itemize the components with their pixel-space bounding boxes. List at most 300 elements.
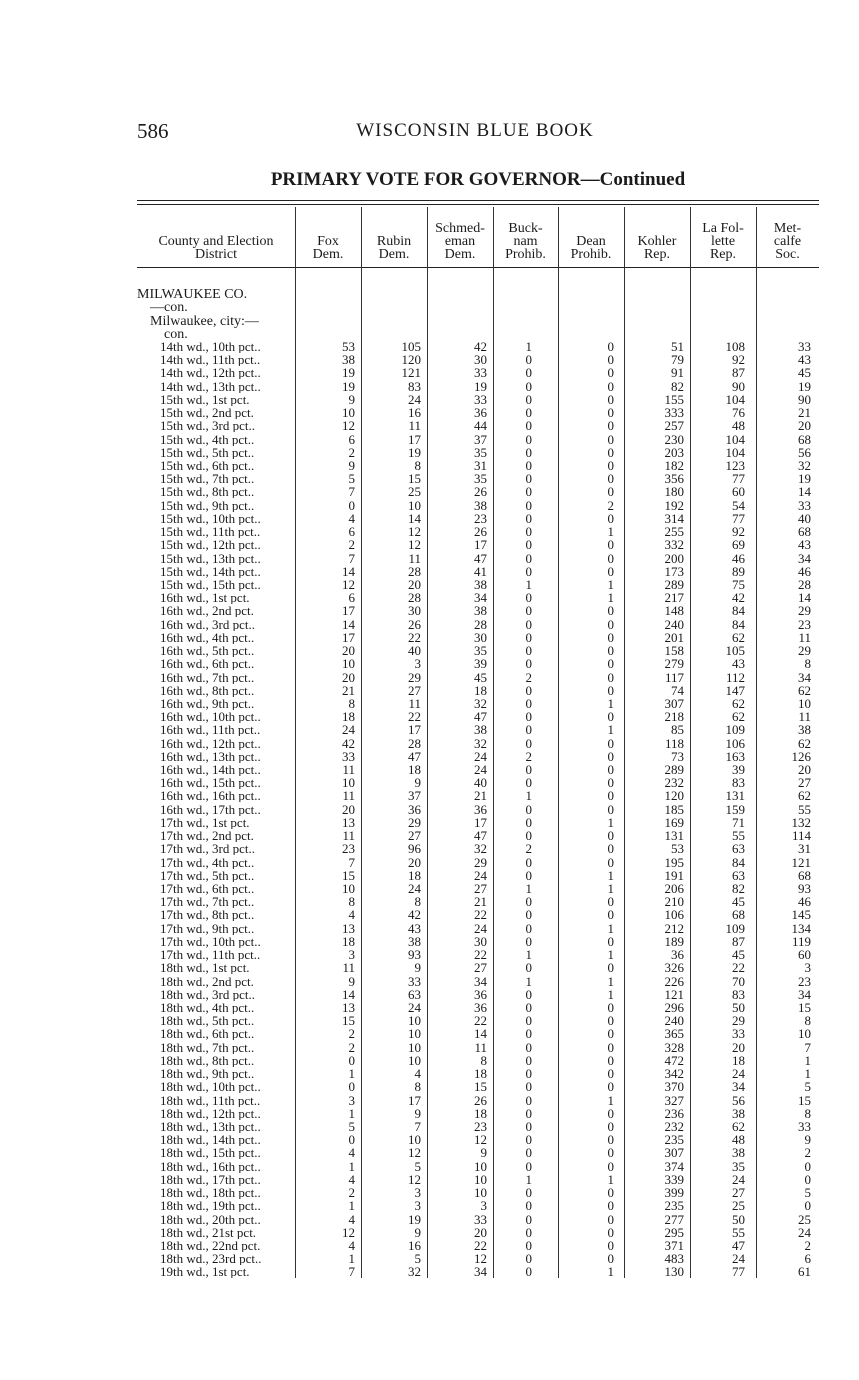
kohler-votes: 371 [664, 1237, 684, 1253]
table-row [0, 1041, 859, 1054]
top-rule-inner [137, 204, 819, 205]
metcalfe-votes: 15 [798, 1000, 811, 1015]
schmedeman-votes: 34 [474, 1264, 487, 1280]
fox-votes: 13 [342, 1000, 355, 1015]
lafollette-votes: 84 [732, 603, 745, 619]
bucknam-votes: 0 [525, 775, 532, 791]
fox-votes: 10 [342, 881, 355, 897]
bucknam-votes: 0 [525, 814, 532, 830]
kohler-votes: 36 [671, 947, 684, 963]
rubin-votes: 3 [414, 1185, 421, 1201]
district-label: 17th wd., 11th pct.. [160, 948, 261, 962]
kohler-votes: 399 [664, 1185, 684, 1201]
bucknam-votes: 0 [525, 1079, 532, 1095]
dean-votes: 0 [607, 801, 614, 817]
table-row [0, 578, 859, 591]
district-label: 18th wd., 14th pct.. [160, 1133, 261, 1147]
district-label: 19th wd., 1st pct. [160, 1265, 250, 1279]
dean-votes: 0 [607, 1066, 614, 1082]
table-row [0, 591, 859, 604]
table-row [0, 485, 859, 498]
bucknam-votes: 0 [525, 563, 532, 579]
dean-votes: 0 [607, 933, 614, 949]
fox-votes: 6 [348, 590, 355, 606]
district-label: 18th wd., 21st pct. [160, 1225, 257, 1239]
metcalfe-votes: 119 [791, 933, 811, 949]
table-title: PRIMARY VOTE FOR GOVERNOR—Continued [270, 169, 686, 190]
metcalfe-votes: 46 [798, 563, 811, 579]
schmedeman-votes: 12 [474, 1132, 487, 1148]
metcalfe-votes: 24 [798, 1224, 811, 1240]
kohler-votes: 240 [664, 1013, 684, 1029]
metcalfe-votes: 68 [798, 524, 811, 540]
fox-votes: 53 [342, 339, 355, 354]
district-label: 16th wd., 2nd pct. [160, 604, 254, 618]
table-row [0, 763, 859, 776]
lafollette-votes: 54 [732, 497, 745, 513]
schmedeman-votes: 18 [474, 1066, 487, 1082]
kohler-votes: 230 [664, 431, 684, 447]
rubin-votes: 12 [408, 524, 421, 540]
kohler-votes: 328 [664, 1039, 684, 1055]
dean-votes: 0 [607, 788, 614, 804]
lafollette-votes: 83 [732, 775, 745, 791]
table-row [0, 340, 859, 353]
schmedeman-votes: 38 [474, 603, 487, 619]
fox-votes: 3 [348, 1092, 355, 1108]
schmedeman-votes: 44 [474, 418, 487, 434]
metcalfe-votes: 145 [791, 907, 811, 923]
rubin-votes: 10 [408, 497, 421, 513]
kohler-votes: 235 [664, 1132, 684, 1148]
lafollette-votes: 82 [732, 881, 745, 897]
kohler-votes: 118 [664, 735, 684, 751]
district-label: 18th wd., 23rd pct.. [160, 1252, 262, 1266]
rubin-votes: 9 [414, 1105, 421, 1121]
lafollette-votes: 75 [732, 576, 745, 592]
bucknam-votes: 0 [525, 1211, 532, 1227]
schmedeman-votes: 36 [474, 801, 487, 817]
schmedeman-votes: 34 [474, 973, 487, 989]
fox-votes: 9 [348, 457, 355, 473]
district-label: 14th wd., 13th pct.. [160, 379, 261, 393]
bucknam-votes: 0 [525, 722, 532, 738]
rubin-votes: 24 [408, 881, 421, 897]
schmedeman-votes: 32 [474, 841, 487, 857]
fox-votes: 10 [342, 656, 355, 672]
rubin-votes: 121 [401, 365, 421, 381]
bucknam-votes: 1 [525, 576, 532, 592]
metcalfe-votes: 5 [804, 1185, 811, 1201]
bucknam-votes: 0 [525, 643, 532, 659]
fox-votes: 1 [348, 1198, 355, 1214]
fox-votes: 11 [342, 960, 355, 976]
metcalfe-votes: 19 [798, 378, 811, 394]
fox-votes: 0 [348, 1052, 355, 1068]
lafollette-votes: 108 [725, 339, 745, 354]
dean-votes: 1 [607, 695, 614, 711]
schmedeman-votes: 30 [474, 352, 487, 368]
lafollette-votes: 20 [732, 1039, 745, 1055]
fox-votes: 7 [348, 1264, 355, 1280]
table-row [0, 1226, 859, 1239]
fox-votes: 11 [342, 762, 355, 778]
dean-votes: 0 [607, 378, 614, 394]
district-label: 18th wd., 1st pct. [160, 961, 250, 975]
rubin-votes: 7 [414, 1118, 421, 1134]
rubin-votes: 11 [408, 418, 421, 434]
metcalfe-votes: 121 [791, 854, 811, 870]
dean-votes: 0 [607, 907, 614, 923]
rubin-votes: 11 [408, 695, 421, 711]
dean-votes: 0 [607, 1224, 614, 1240]
schmedeman-votes: 34 [474, 590, 487, 606]
schmedeman-votes: 24 [474, 867, 487, 883]
bucknam-votes: 0 [525, 709, 532, 725]
table-row [0, 538, 859, 551]
fox-votes: 13 [342, 814, 355, 830]
metcalfe-votes: 29 [798, 603, 811, 619]
rubin-votes: 36 [408, 801, 421, 817]
kohler-votes: 191 [664, 867, 684, 883]
schmedeman-votes: 17 [474, 814, 487, 830]
schmedeman-votes: 10 [474, 1158, 487, 1174]
kohler-votes: 307 [664, 1145, 684, 1161]
district-label: 18th wd., 12th pct.. [160, 1106, 261, 1120]
kohler-votes: 82 [671, 378, 684, 394]
kohler-votes: 370 [664, 1079, 684, 1095]
metcalfe-votes: 1 [804, 1066, 811, 1082]
schmedeman-votes: 19 [474, 378, 487, 394]
dean-votes: 0 [607, 1105, 614, 1121]
district-label: 18th wd., 15th pct.. [160, 1146, 261, 1160]
district-label: 15th wd., 5th pct.. [160, 445, 255, 459]
rubin-votes: 29 [408, 669, 421, 685]
metcalfe-votes: 28 [798, 576, 811, 592]
dean-votes: 0 [607, 352, 614, 368]
bucknam-votes: 0 [525, 391, 532, 407]
rubin-votes: 9 [414, 775, 421, 791]
dean-votes: 0 [607, 537, 614, 553]
schmedeman-votes: 23 [474, 1118, 487, 1134]
rubin-votes: 28 [408, 563, 421, 579]
table-row [0, 1067, 859, 1080]
district-label: 16th wd., 3rd pct.. [160, 617, 255, 631]
district-label: 15th wd., 8th pct.. [160, 485, 255, 499]
table-row [0, 750, 859, 763]
metcalfe-votes: 5 [804, 1079, 811, 1095]
kohler-votes: 106 [664, 907, 684, 923]
table-row [0, 1027, 859, 1040]
schmedeman-votes: 36 [474, 405, 487, 421]
bucknam-votes: 0 [525, 603, 532, 619]
bucknam-votes: 0 [525, 1158, 532, 1174]
rubin-votes: 8 [414, 894, 421, 910]
schmedeman-votes: 29 [474, 854, 487, 870]
lafollette-votes: 69 [732, 537, 745, 553]
table-row [0, 842, 859, 855]
metcalfe-votes: 55 [798, 801, 811, 817]
bucknam-votes: 1 [525, 1171, 532, 1187]
dean-votes: 0 [607, 431, 614, 447]
metcalfe-votes: 9 [804, 1132, 811, 1148]
county-heading: MILWAUKEE CO. [137, 287, 248, 302]
table-row [0, 829, 859, 842]
district-label: 15th wd., 12th pct.. [160, 538, 261, 552]
county-heading-cont: —con. [150, 300, 188, 315]
schmedeman-votes: 33 [474, 391, 487, 407]
lafollette-votes: 123 [725, 457, 745, 473]
rubin-votes: 24 [408, 1000, 421, 1015]
fox-votes: 4 [348, 1237, 355, 1253]
metcalfe-votes: 68 [798, 867, 811, 883]
kohler-votes: 53 [671, 841, 684, 857]
metcalfe-votes: 43 [798, 352, 811, 368]
fox-votes: 18 [342, 933, 355, 949]
kohler-votes: 255 [664, 524, 684, 540]
rubin-votes: 38 [408, 933, 421, 949]
lafollette-votes: 45 [732, 894, 745, 910]
rubin-votes: 22 [408, 629, 421, 645]
table-row [0, 499, 859, 512]
district-label: 18th wd., 9th pct.. [160, 1067, 255, 1081]
lafollette-votes: 35 [732, 1158, 745, 1174]
metcalfe-votes: 33 [798, 339, 811, 354]
table-row [0, 697, 859, 710]
bucknam-votes: 0 [525, 1185, 532, 1201]
metcalfe-votes: 40 [798, 510, 811, 526]
city-heading: Milwaukee, city:— [150, 314, 259, 329]
kohler-votes: 169 [664, 814, 684, 830]
bucknam-votes: 0 [525, 907, 532, 923]
metcalfe-votes: 34 [798, 550, 811, 566]
lafollette-votes: 84 [732, 854, 745, 870]
lafollette-votes: 131 [725, 788, 745, 804]
kohler-votes: 74 [671, 682, 684, 698]
schmedeman-votes: 9 [480, 1145, 487, 1161]
bucknam-votes: 0 [525, 352, 532, 368]
metcalfe-votes: 10 [798, 695, 811, 711]
lafollette-votes: 147 [725, 682, 745, 698]
kohler-votes: 257 [664, 418, 684, 434]
fox-votes: 10 [342, 405, 355, 421]
fox-votes: 2 [348, 537, 355, 553]
lafollette-votes: 38 [732, 1145, 745, 1161]
bucknam-votes: 2 [525, 748, 532, 764]
schmedeman-votes: 32 [474, 695, 487, 711]
table-row [0, 975, 859, 988]
dean-votes: 0 [607, 1000, 614, 1015]
lafollette-votes: 55 [732, 1224, 745, 1240]
rubin-votes: 19 [408, 1211, 421, 1227]
dean-votes: 0 [607, 775, 614, 791]
rubin-votes: 17 [408, 431, 421, 447]
bucknam-votes: 0 [525, 444, 532, 460]
fox-votes: 2 [348, 1026, 355, 1042]
fox-votes: 7 [348, 484, 355, 500]
metcalfe-votes: 2 [804, 1145, 811, 1161]
rubin-votes: 14 [408, 510, 421, 526]
bucknam-votes: 0 [525, 365, 532, 381]
district-label: 15th wd., 7th pct.. [160, 472, 255, 486]
header-schmedeman: Schmed- eman Dem. [435, 221, 485, 262]
table-row [0, 433, 859, 446]
metcalfe-votes: 132 [791, 814, 811, 830]
table-row [0, 1120, 859, 1133]
district-label: 18th wd., 18th pct.. [160, 1186, 261, 1200]
schmedeman-votes: 35 [474, 643, 487, 659]
kohler-votes: 173 [664, 563, 684, 579]
kohler-votes: 180 [664, 484, 684, 500]
table-row [0, 723, 859, 736]
table-row [0, 1133, 859, 1146]
rubin-votes: 12 [408, 537, 421, 553]
bucknam-votes: 0 [525, 1264, 532, 1280]
fox-votes: 20 [342, 643, 355, 659]
dean-votes: 0 [607, 1118, 614, 1134]
table-row [0, 406, 859, 419]
schmedeman-votes: 26 [474, 1092, 487, 1108]
bucknam-votes: 0 [525, 1026, 532, 1042]
kohler-votes: 240 [664, 616, 684, 632]
bucknam-votes: 0 [525, 1052, 532, 1068]
kohler-votes: 206 [664, 881, 684, 897]
kohler-votes: 339 [664, 1171, 684, 1187]
lafollette-votes: 106 [725, 735, 745, 751]
metcalfe-votes: 43 [798, 537, 811, 553]
metcalfe-votes: 1 [804, 1052, 811, 1068]
table-row [0, 988, 859, 1001]
table-row [0, 1014, 859, 1027]
dean-votes: 1 [607, 524, 614, 540]
lafollette-votes: 33 [732, 1026, 745, 1042]
kohler-votes: 200 [664, 550, 684, 566]
fox-votes: 6 [348, 431, 355, 447]
district-label: 18th wd., 6th pct.. [160, 1027, 255, 1041]
fox-votes: 17 [342, 603, 355, 619]
district-label: 18th wd., 19th pct.. [160, 1199, 261, 1213]
bucknam-votes: 0 [525, 1198, 532, 1214]
dean-votes: 0 [607, 960, 614, 976]
schmedeman-votes: 47 [474, 550, 487, 566]
fox-votes: 33 [342, 748, 355, 764]
dean-votes: 0 [607, 1237, 614, 1253]
lafollette-votes: 43 [732, 656, 745, 672]
district-label: 16th wd., 7th pct.. [160, 670, 255, 684]
district-label: 17th wd., 9th pct.. [160, 921, 255, 935]
district-label: 16th wd., 10th pct.. [160, 710, 261, 724]
schmedeman-votes: 38 [474, 576, 487, 592]
rubin-votes: 17 [408, 722, 421, 738]
table-row [0, 803, 859, 816]
bucknam-votes: 1 [525, 788, 532, 804]
kohler-votes: 365 [664, 1026, 684, 1042]
table-row [0, 552, 859, 565]
kohler-votes: 289 [664, 576, 684, 592]
table-row [0, 1173, 859, 1186]
rubin-votes: 28 [408, 590, 421, 606]
fox-votes: 9 [348, 973, 355, 989]
bucknam-votes: 0 [525, 867, 532, 883]
kohler-votes: 51 [671, 339, 684, 354]
kohler-votes: 158 [664, 643, 684, 659]
fox-votes: 1 [348, 1158, 355, 1174]
bucknam-votes: 1 [525, 881, 532, 897]
district-label: 15th wd., 14th pct.. [160, 564, 261, 578]
lafollette-votes: 163 [725, 748, 745, 764]
kohler-votes: 327 [664, 1092, 684, 1108]
rubin-votes: 5 [414, 1251, 421, 1267]
dean-votes: 0 [607, 550, 614, 566]
schmedeman-votes: 10 [474, 1185, 487, 1201]
bucknam-votes: 0 [525, 1092, 532, 1108]
table-row [0, 393, 859, 406]
dean-votes: 0 [607, 563, 614, 579]
dean-votes: 0 [607, 669, 614, 685]
fox-votes: 6 [348, 524, 355, 540]
bucknam-votes: 0 [525, 1105, 532, 1121]
rubin-votes: 16 [408, 405, 421, 421]
rubin-votes: 27 [408, 682, 421, 698]
schmedeman-votes: 21 [474, 894, 487, 910]
bucknam-votes: 0 [525, 629, 532, 645]
dean-votes: 0 [607, 828, 614, 844]
fox-votes: 0 [348, 1132, 355, 1148]
metcalfe-votes: 25 [798, 1211, 811, 1227]
bucknam-votes: 0 [525, 550, 532, 566]
fox-votes: 20 [342, 669, 355, 685]
dean-votes: 0 [607, 1013, 614, 1029]
kohler-votes: 195 [664, 854, 684, 870]
rubin-votes: 10 [408, 1013, 421, 1029]
dean-votes: 0 [607, 1052, 614, 1068]
rubin-votes: 16 [408, 1237, 421, 1253]
district-label: 17th wd., 10th pct.. [160, 934, 261, 948]
metcalfe-votes: 126 [791, 748, 811, 764]
table-row [0, 1001, 859, 1014]
table-row [0, 618, 859, 631]
fox-votes: 0 [348, 1079, 355, 1095]
fox-votes: 1 [348, 1105, 355, 1121]
lafollette-votes: 63 [732, 841, 745, 857]
table-row [0, 1107, 859, 1120]
rubin-votes: 8 [414, 1079, 421, 1095]
lafollette-votes: 109 [725, 722, 745, 738]
rubin-votes: 3 [414, 1198, 421, 1214]
lafollette-votes: 104 [725, 431, 745, 447]
bucknam-votes: 0 [525, 590, 532, 606]
lafollette-votes: 84 [732, 616, 745, 632]
kohler-votes: 85 [671, 722, 684, 738]
rubin-votes: 27 [408, 828, 421, 844]
metcalfe-votes: 62 [798, 788, 811, 804]
lafollette-votes: 48 [732, 1132, 745, 1148]
lafollette-votes: 109 [725, 920, 745, 936]
lafollette-votes: 60 [732, 484, 745, 500]
bucknam-votes: 2 [525, 841, 532, 857]
table-row [0, 657, 859, 670]
table-row [0, 1199, 859, 1212]
dean-votes: 0 [607, 1198, 614, 1214]
rubin-votes: 47 [408, 748, 421, 764]
schmedeman-votes: 45 [474, 669, 487, 685]
dean-votes: 1 [607, 867, 614, 883]
rubin-votes: 15 [408, 471, 421, 487]
rubin-votes: 9 [414, 960, 421, 976]
rubin-votes: 10 [408, 1039, 421, 1055]
kohler-votes: 235 [664, 1198, 684, 1214]
bucknam-votes: 0 [525, 762, 532, 778]
